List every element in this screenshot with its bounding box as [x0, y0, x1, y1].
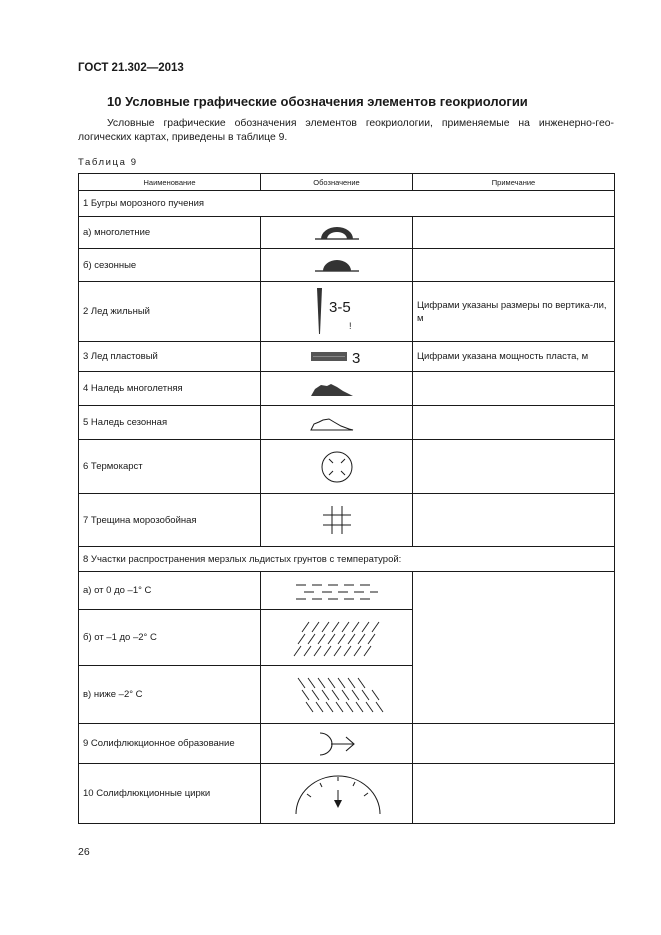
vein-ice-mark: ! [348, 320, 352, 331]
row-name: 6 Термокарст [79, 440, 261, 494]
header-note: Примечание [413, 174, 615, 191]
row-name: а) от 0 до –1° С [79, 572, 261, 610]
table-row [79, 191, 615, 217]
document-code: ГОСТ 21.302—2013 [78, 62, 184, 74]
row-note [413, 724, 615, 764]
row-name: 9 Солифлюкционное образование [79, 724, 261, 764]
row-note [413, 217, 615, 249]
header-name: Наименование [79, 174, 261, 191]
table-row [79, 572, 615, 610]
row-name: б) от –1 до –2° С [79, 610, 261, 666]
row-note [413, 764, 615, 824]
solifluction-cirque-symbol [261, 764, 413, 824]
row-note [413, 494, 615, 547]
row-note [413, 249, 615, 282]
table-header-row [79, 174, 615, 191]
row-name: 7 Трещина морозобойная [79, 494, 261, 547]
table-row [79, 217, 615, 249]
row-name: б) сезонные [79, 249, 261, 282]
sheet-ice-label: 3 [351, 349, 360, 367]
group-heading: 8 Участки распространения мерзлых льдистых грунтов с температурой: [79, 547, 615, 572]
table-row [79, 494, 615, 547]
group-heading: 1 Бугры морозного пучения [79, 191, 615, 217]
row-note: Цифрами указаны размеры по вертика-ли, м [413, 282, 615, 342]
frozen-ground-1-to-2-symbol [261, 610, 413, 666]
table-row [79, 764, 615, 824]
table-row [79, 249, 615, 282]
row-name: а) многолетние [79, 217, 261, 249]
row-name: в) ниже –2° С [79, 666, 261, 724]
row-name: 4 Наледь многолетняя [79, 372, 261, 406]
sheet-ice-symbol [261, 342, 413, 372]
frost-mound-seasonal-symbol [261, 249, 413, 282]
row-note: Цифрами указана мощность пласта, м [413, 342, 615, 372]
row-name: 3 Лед пластовый [79, 342, 261, 372]
row-name: 10 Солифлюкционные цирки [79, 764, 261, 824]
frost-mound-perennial-symbol [261, 217, 413, 249]
symbols-table [78, 173, 615, 824]
seasonal-icing-symbol [261, 406, 413, 440]
row-note [413, 406, 615, 440]
table-row [79, 406, 615, 440]
page-number: 26 [78, 846, 90, 858]
intro-paragraph: Условные графические обозначения элементов геокриологии, применяемые на инженерно-гео-логических картах, приведены в таблице 9. [78, 118, 614, 143]
row-name: 5 Наледь сезонная [79, 406, 261, 440]
table-row [79, 282, 615, 342]
frozen-ground-below-2-symbol [261, 666, 413, 724]
table-row [79, 372, 615, 406]
perennial-icing-symbol [261, 372, 413, 406]
table-row [79, 547, 615, 572]
frozen-ground-0-to-1-symbol [261, 572, 413, 610]
thermokarst-symbol [261, 440, 413, 494]
row-name: 2 Лед жильный [79, 282, 261, 342]
table-label: Таблица 9 [78, 157, 138, 168]
section-title: 10 Условные графические обозначения элементов геокриологии [107, 94, 528, 109]
row-note [413, 440, 615, 494]
solifluction-formation-symbol [261, 724, 413, 764]
vein-ice-symbol [261, 282, 413, 342]
table-row [79, 342, 615, 372]
table-row [79, 724, 615, 764]
row-note [413, 372, 615, 406]
row-note [413, 572, 615, 724]
header-symbol: Обозначение [261, 174, 413, 191]
table-row [79, 440, 615, 494]
vein-ice-label: 3-5 [328, 298, 351, 316]
frost-crack-symbol [261, 494, 413, 547]
